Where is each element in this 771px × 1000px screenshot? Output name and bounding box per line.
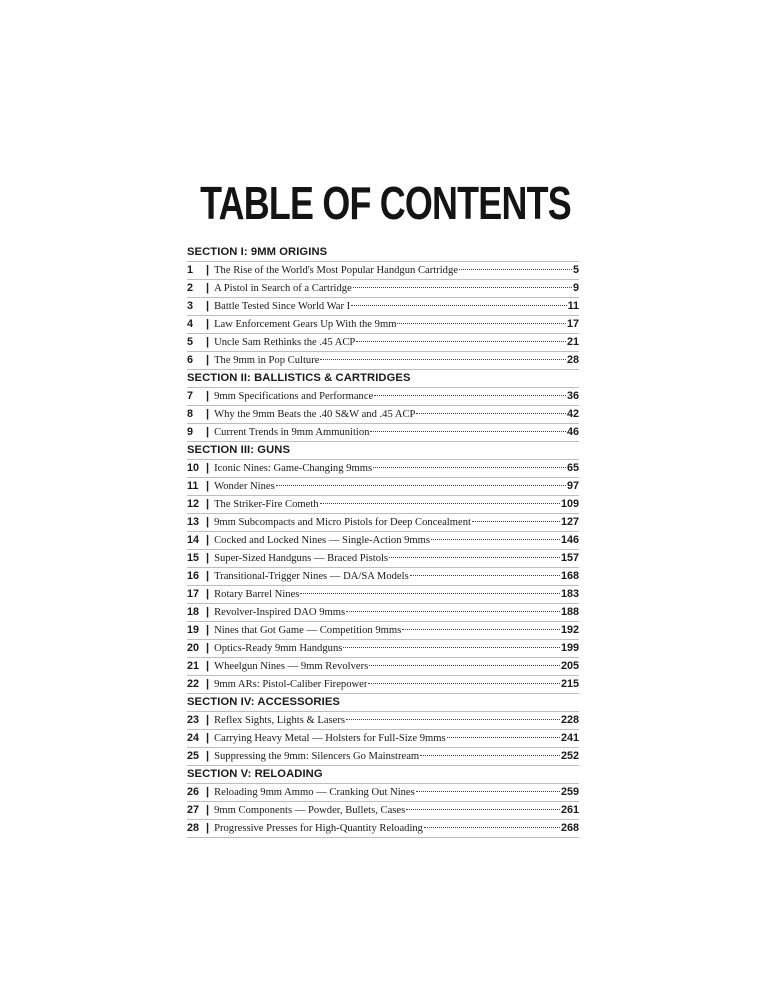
chapter-title: Reflex Sights, Lights & Lasers (214, 715, 346, 726)
chapter-title: The Rise of the World's Most Popular Handgun Cartridge (214, 265, 458, 276)
dot-leader (370, 431, 566, 432)
toc-entry (187, 298, 579, 316)
toc-entry (187, 820, 579, 838)
page-number: 46 (566, 426, 579, 438)
separator-bar: | (206, 318, 210, 330)
toc-entry (187, 658, 579, 676)
section-heading: SECTION II: BALLISTICS & CARTRIDGES (187, 370, 579, 388)
toc-entry (187, 712, 579, 730)
separator-bar: | (206, 804, 210, 816)
chapter-number: 22 (187, 678, 200, 690)
chapter-number: 18 (187, 606, 200, 618)
dot-leader (424, 827, 560, 828)
chapter-number: 15 (187, 552, 200, 564)
dot-leader (389, 557, 560, 558)
dot-leader (369, 665, 560, 666)
chapter-number: 27 (187, 804, 200, 816)
dot-leader (447, 737, 560, 738)
section-heading: SECTION V: RELOADING (187, 766, 579, 784)
separator-bar: | (206, 264, 210, 276)
chapter-number: 20 (187, 642, 200, 654)
toc-entry (187, 424, 579, 442)
separator-bar: | (206, 822, 210, 834)
chapter-title: Reloading 9mm Ammo — Cranking Out Nines (214, 787, 415, 798)
chapter-number: 19 (187, 624, 200, 636)
dot-leader (406, 809, 560, 810)
toc-entry (187, 532, 579, 550)
dot-leader (300, 593, 560, 594)
page-number: 9 (572, 282, 579, 294)
toc-entry (187, 460, 579, 478)
dot-leader (431, 539, 560, 540)
dot-leader (373, 467, 566, 468)
separator-bar: | (206, 462, 210, 474)
chapter-number: 6 (187, 354, 194, 366)
separator-bar: | (206, 408, 210, 420)
chapter-number: 24 (187, 732, 200, 744)
separator-bar: | (206, 282, 210, 294)
chapter-title: Iconic Nines: Game-Changing 9mms (214, 463, 373, 474)
page-number: 97 (566, 480, 579, 492)
chapter-number: 5 (187, 336, 194, 348)
chapter-number: 11 (187, 480, 199, 492)
toc-entry (187, 280, 579, 298)
page-number: 42 (566, 408, 579, 420)
dot-leader (368, 683, 560, 684)
page-number: 252 (560, 750, 579, 762)
page-number: 192 (560, 624, 579, 636)
chapter-title: Why the 9mm Beats the .40 S&W and .45 ACP (214, 409, 416, 420)
dot-leader (343, 647, 560, 648)
dot-leader (356, 341, 566, 342)
chapter-number: 9 (187, 426, 194, 438)
chapter-title: The Striker-Fire Cometh (214, 499, 319, 510)
toc-entry (187, 550, 579, 568)
page-number: 241 (560, 732, 579, 744)
separator-bar: | (206, 426, 210, 438)
separator-bar: | (206, 732, 210, 744)
section-heading: SECTION IV: ACCESSORIES (187, 694, 579, 712)
section-heading: SECTION I: 9MM ORIGINS (187, 244, 579, 262)
chapter-number: 26 (187, 786, 200, 798)
dot-leader (420, 755, 560, 756)
chapter-title: 9mm ARs: Pistol-Caliber Firepower (214, 679, 368, 690)
page-number: 157 (560, 552, 579, 564)
chapter-title: Optics-Ready 9mm Handguns (214, 643, 343, 654)
dot-leader (276, 485, 566, 486)
page-number: 199 (560, 642, 579, 654)
page-number: 11 (567, 300, 579, 312)
page-number: 188 (560, 606, 579, 618)
separator-bar: | (206, 354, 210, 366)
chapter-number: 14 (187, 534, 200, 546)
toc-entry (187, 586, 579, 604)
separator-bar: | (206, 336, 210, 348)
toc-entry (187, 568, 579, 586)
chapter-title: Revolver-Inspired DAO 9mms (214, 607, 346, 618)
separator-bar: | (206, 570, 210, 582)
separator-bar: | (206, 498, 210, 510)
separator-bar: | (206, 516, 210, 528)
toc-entry (187, 802, 579, 820)
chapter-title: Rotary Barrel Nines (214, 589, 300, 600)
page-number: 127 (560, 516, 579, 528)
separator-bar: | (206, 714, 210, 726)
toc-entry (187, 622, 579, 640)
chapter-number: 16 (187, 570, 200, 582)
chapter-title: A Pistol in Search of a Cartridge (214, 283, 352, 294)
toc-entry (187, 262, 579, 280)
toc-entry (187, 784, 579, 802)
page-number: 17 (566, 318, 579, 330)
dot-leader (346, 719, 560, 720)
dot-leader (402, 629, 560, 630)
dot-leader (351, 305, 566, 306)
dot-leader (416, 413, 566, 414)
separator-bar: | (206, 552, 210, 564)
separator-bar: | (206, 300, 210, 312)
chapter-title: Wonder Nines (214, 481, 275, 492)
chapter-number: 25 (187, 750, 200, 762)
chapter-title: 9mm Subcompacts and Micro Pistols for Deep Concealment (214, 517, 471, 528)
dot-leader (320, 503, 560, 504)
chapter-title: Suppressing the 9mm: Silencers Go Mainstream (214, 751, 420, 762)
separator-bar: | (206, 786, 210, 798)
toc-entry (187, 676, 579, 694)
page-title: TABLE OF CONTENTS (200, 177, 571, 229)
table-of-contents (187, 244, 579, 838)
chapter-title: Wheelgun Nines — 9mm Revolvers (214, 661, 369, 672)
chapter-title: Current Trends in 9mm Ammunition (214, 427, 370, 438)
page-number: 168 (560, 570, 579, 582)
chapter-title: 9mm Components — Powder, Bullets, Cases (214, 805, 406, 816)
chapter-title: Nines that Got Game — Competition 9mms (214, 625, 402, 636)
chapter-title: 9mm Specifications and Performance (214, 391, 374, 402)
dot-leader (320, 359, 566, 360)
page-number: 5 (572, 264, 579, 276)
chapter-number: 13 (187, 516, 200, 528)
toc-entry (187, 352, 579, 370)
dot-leader (397, 323, 566, 324)
toc-entry (187, 604, 579, 622)
section-heading: SECTION III: GUNS (187, 442, 579, 460)
chapter-number: 23 (187, 714, 200, 726)
page-number: 268 (560, 822, 579, 834)
page-number: 21 (566, 336, 579, 348)
toc-entry (187, 496, 579, 514)
page-number: 261 (560, 804, 579, 816)
chapter-title: Progressive Presses for High-Quantity Reloading (214, 823, 423, 834)
page-number: 228 (560, 714, 579, 726)
page-number: 205 (560, 660, 579, 672)
separator-bar: | (206, 678, 210, 690)
chapter-title: Carrying Heavy Metal — Holsters for Full-Size 9mms (214, 733, 446, 744)
page-number: 36 (566, 390, 579, 402)
chapter-number: 3 (187, 300, 194, 312)
page-number: 65 (566, 462, 579, 474)
chapter-number: 2 (187, 282, 194, 294)
separator-bar: | (206, 534, 210, 546)
page-number: 215 (560, 678, 579, 690)
separator-bar: | (206, 588, 210, 600)
separator-bar: | (206, 660, 210, 672)
chapter-number: 10 (187, 462, 200, 474)
chapter-title: Battle Tested Since World War I (214, 301, 351, 312)
dot-leader (353, 287, 572, 288)
page-number: 183 (560, 588, 579, 600)
toc-entry (187, 514, 579, 532)
page-number: 28 (566, 354, 579, 366)
chapter-number: 21 (187, 660, 200, 672)
chapter-title: The 9mm in Pop Culture (214, 355, 320, 366)
chapter-number: 4 (187, 318, 194, 330)
chapter-title: Transitional-Trigger Nines — DA/SA Models (214, 571, 409, 582)
dot-leader (472, 521, 560, 522)
separator-bar: | (206, 480, 210, 492)
chapter-number: 12 (187, 498, 200, 510)
dot-leader (346, 611, 560, 612)
separator-bar: | (206, 606, 210, 618)
page-number: 146 (560, 534, 579, 546)
separator-bar: | (206, 390, 210, 402)
toc-entry (187, 334, 579, 352)
toc-entry (187, 316, 579, 334)
toc-entry (187, 406, 579, 424)
toc-entry (187, 640, 579, 658)
page-number: 259 (560, 786, 579, 798)
chapter-title: Uncle Sam Rethinks the .45 ACP (214, 337, 356, 348)
chapter-title: Law Enforcement Gears Up With the 9mm (214, 319, 397, 330)
chapter-number: 17 (187, 588, 200, 600)
toc-entry (187, 748, 579, 766)
toc-entry (187, 730, 579, 748)
dot-leader (459, 269, 572, 270)
chapter-title: Super-Sized Handguns — Braced Pistols (214, 553, 389, 564)
toc-entry (187, 478, 579, 496)
separator-bar: | (206, 642, 210, 654)
chapter-title: Cocked and Locked Nines — Single-Action 9mms (214, 535, 431, 546)
dot-leader (410, 575, 560, 576)
separator-bar: | (206, 624, 210, 636)
chapter-number: 7 (187, 390, 194, 402)
dot-leader (416, 791, 560, 792)
separator-bar: | (206, 750, 210, 762)
chapter-number: 1 (187, 264, 194, 276)
chapter-number: 28 (187, 822, 200, 834)
toc-entry (187, 388, 579, 406)
dot-leader (374, 395, 566, 396)
page-number: 109 (560, 498, 579, 510)
chapter-number: 8 (187, 408, 194, 420)
